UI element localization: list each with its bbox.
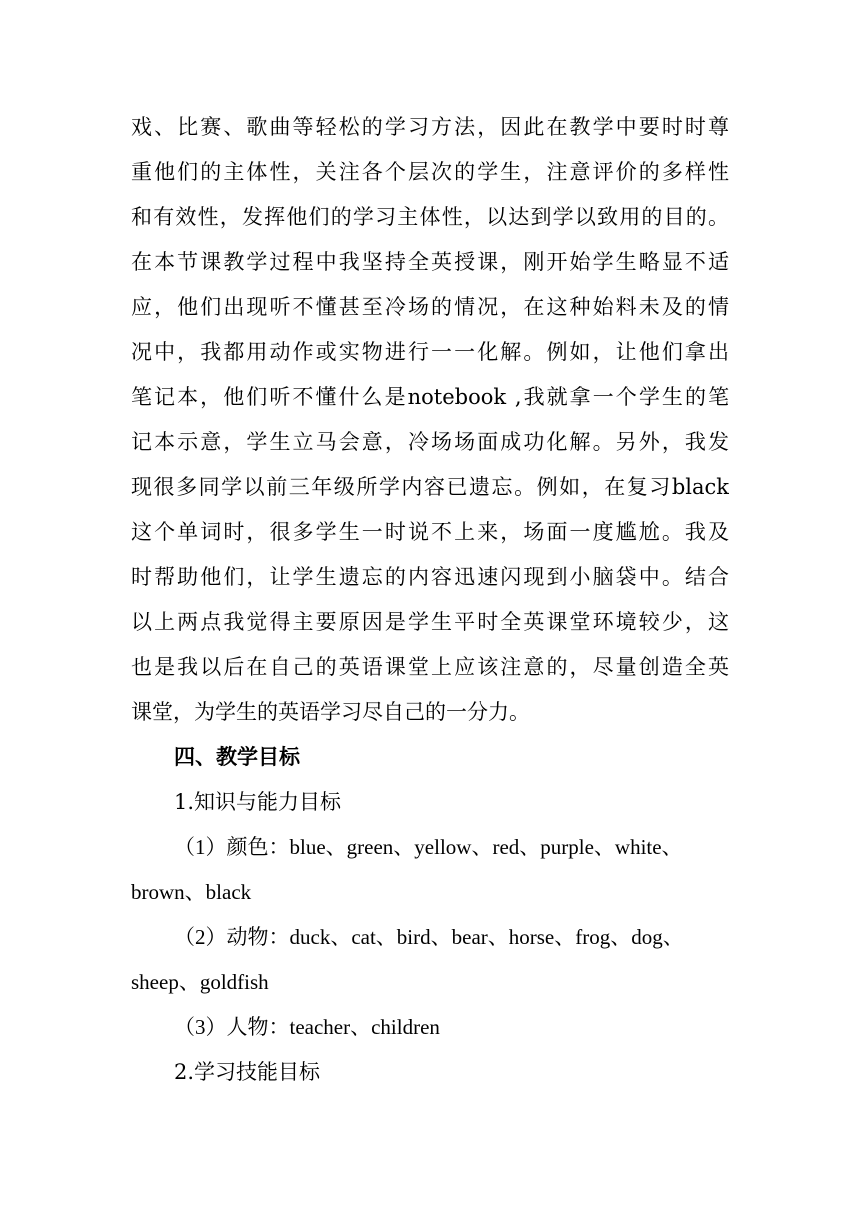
paragraph-line: 况中，我都用动作或实物进行一一化解。例如，让他们拿出 bbox=[131, 340, 729, 364]
paragraph-line: 笔记本，他们听不懂什么是notebook ,我就拿一个学生的笔 bbox=[131, 385, 729, 409]
list-item-colors-cont: brown、black bbox=[131, 880, 252, 904]
paragraph-line: 现很多同学以前三年级所学内容已遗忘。例如，在复习black bbox=[131, 475, 729, 499]
paragraph-line: 时帮助他们，让学生遗忘的内容迅速闪现到小脑袋中。结合 bbox=[131, 565, 729, 589]
paragraph-line: 应，他们出现听不懂甚至冷场的情况，在这种始料未及的情 bbox=[131, 295, 729, 319]
list-item-people: （3）人物：teacher、children bbox=[174, 1015, 440, 1039]
subheading-knowledge: 1.知识与能力目标 bbox=[174, 790, 342, 814]
list-item-animals: （2）动物：duck、cat、bird、bear、horse、frog、dog、 bbox=[174, 925, 684, 949]
subheading-skills: 2.学习技能目标 bbox=[174, 1060, 321, 1084]
paragraph-line: 在本节课教学过程中我坚持全英授课，刚开始学生略显不适 bbox=[131, 250, 729, 274]
paragraph-line: 这个单词时，很多学生一时说不上来，场面一度尴尬。我及 bbox=[131, 520, 729, 544]
paragraph-line: 重他们的主体性，关注各个层次的学生，注意评价的多样性 bbox=[131, 160, 729, 184]
paragraph-line: 以上两点我觉得主要原因是学生平时全英课堂环境较少，这 bbox=[131, 610, 729, 634]
section-heading: 四、教学目标 bbox=[174, 745, 300, 769]
paragraph-line: 记本示意，学生立马会意，冷场场面成功化解。另外，我发 bbox=[131, 430, 729, 454]
list-item-colors: （1）颜色：blue、green、yellow、red、purple、white、 bbox=[174, 835, 683, 859]
paragraph-line: 也是我以后在自己的英语课堂上应该注意的，尽量创造全英 bbox=[131, 655, 729, 679]
paragraph-line: 课堂，为学生的英语学习尽自己的一分力。 bbox=[131, 700, 530, 724]
paragraph-line: 和有效性，发挥他们的学习主体性，以达到学以致用的目的。 bbox=[131, 205, 729, 229]
paragraph-line: 戏、比赛、歌曲等轻松的学习方法，因此在教学中要时时尊 bbox=[131, 115, 729, 139]
list-item-animals-cont: sheep、goldfish bbox=[131, 970, 269, 994]
